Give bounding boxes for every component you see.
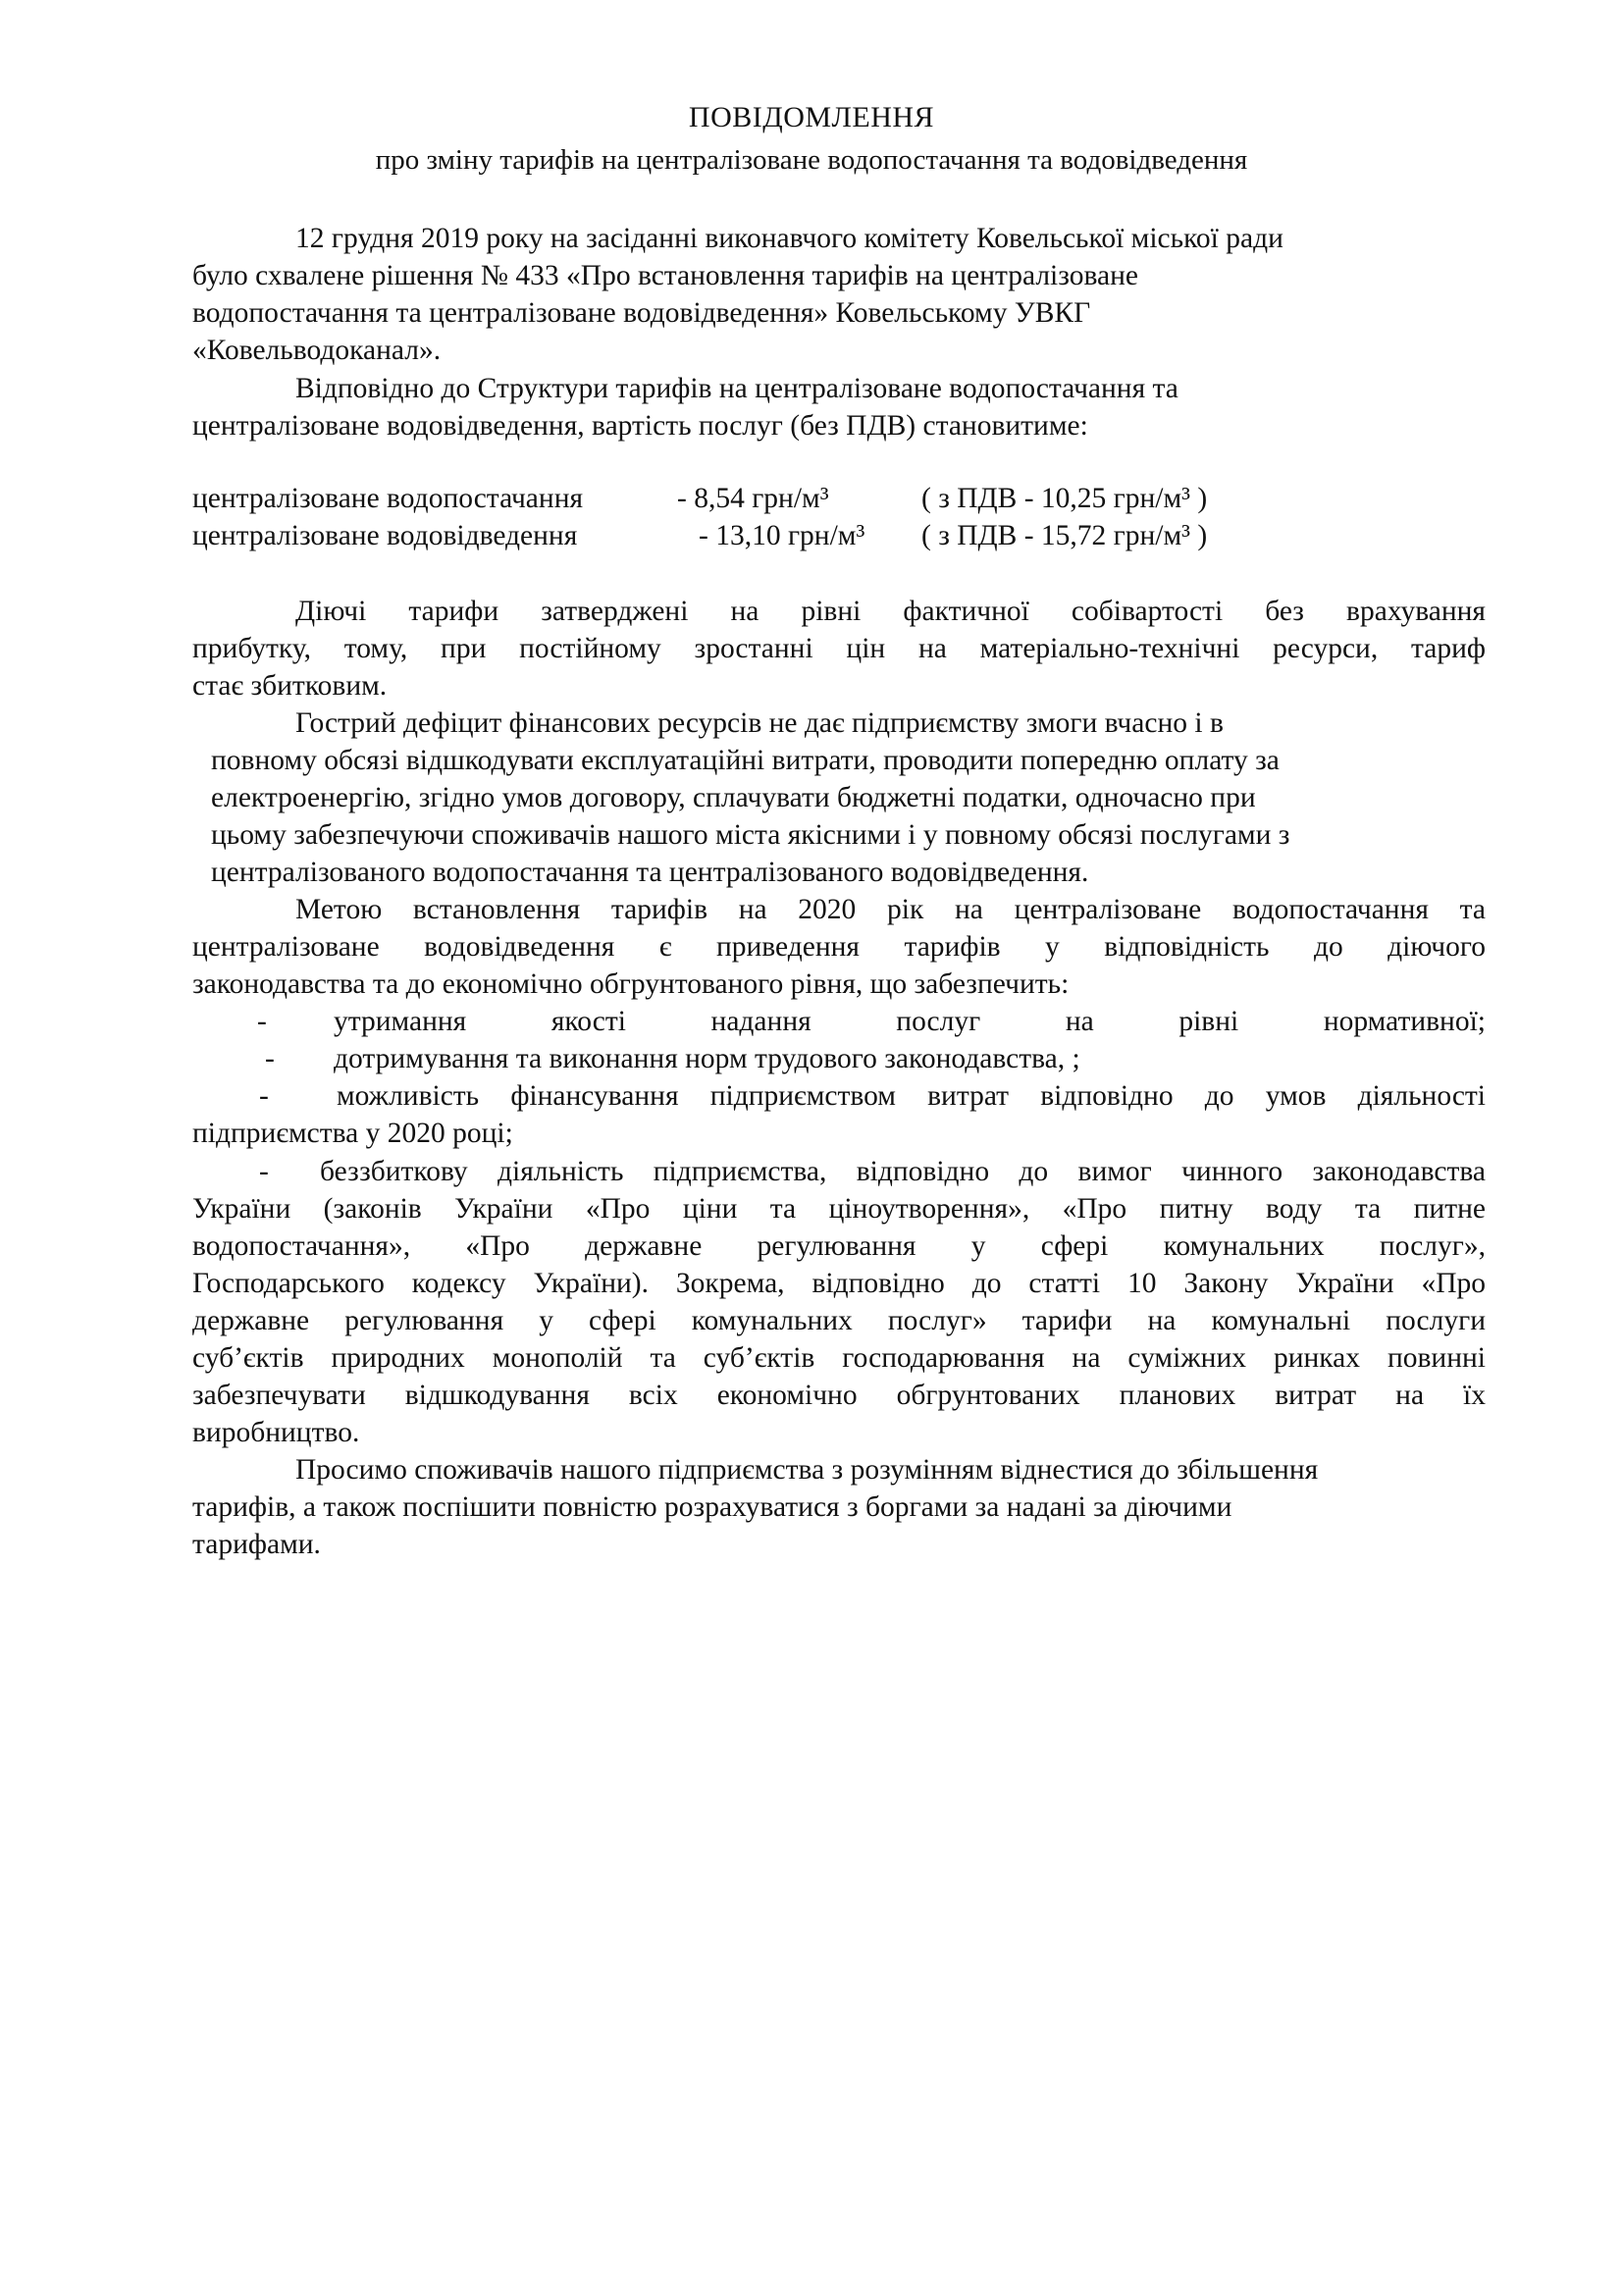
bullet-item-continuation: підприємства у 2020 році; <box>192 1118 513 1149</box>
tariff-price: - 13,10 грн/м³ <box>699 520 865 551</box>
tariff-price-with-vat: ( з ПДВ - 10,25 грн/м³ ) <box>921 483 1208 514</box>
bullet-item-continuation: забезпечувати відшкодування всіх економічно обгрунтованих планових витрат на їх <box>192 1380 1486 1411</box>
bullet-item-continuation: Господарського кодексу України). Зокрема, відповідно до статті 10 Закону України «Про <box>192 1268 1486 1299</box>
paragraph-5-line: централізоване водовідведення є приведення тарифів у відповідність до діючого <box>192 931 1486 963</box>
paragraph-1-line: водопостачання та централізоване водовідведення» Ковельському УВКГ <box>192 297 1091 329</box>
paragraph-4-line: повному обсязі відшкодувати експлуатаційні витрати, проводити попередню оплату за <box>211 745 1280 776</box>
paragraph-4-line: електроенергію, згідно умов договору, сплачувати бюджетні податки, одночасно при <box>211 782 1256 813</box>
paragraph-1-line: «Ковельводоканал». <box>192 335 442 366</box>
tariff-price-with-vat: ( з ПДВ - 15,72 грн/м³ ) <box>921 520 1208 551</box>
paragraph-5-line: Метою встановлення тарифів на 2020 рік на централізоване водопостачання та <box>295 894 1486 925</box>
bullet-dash: - <box>257 1006 267 1037</box>
paragraph-6-line: тарифів, а також поспішити повністю розрахуватися з боргами за надані за діючими <box>192 1491 1232 1523</box>
bullet-item: утримання якості надання послуг на рівні нормативної; <box>334 1006 1486 1037</box>
bullet-item-continuation: виробництво. <box>192 1417 360 1448</box>
bullet-dash: - <box>265 1043 275 1074</box>
paragraph-1-line: було схвалене рішення № 433 «Про встановлення тарифів на централізоване <box>192 260 1138 291</box>
paragraph-4-line: цьому забезпечуючи споживачів нашого міста якісними і у повному обсязі послугами з <box>211 819 1290 851</box>
paragraph-3-line: стає збитковим. <box>192 670 388 702</box>
bullet-item-continuation: України (законів України «Про ціни та ціноутворення», «Про питну воду та питне <box>192 1193 1486 1225</box>
bullet-dash: - <box>259 1080 269 1112</box>
tariff-price: - 8,54 грн/м³ <box>677 483 829 514</box>
bullet-item-continuation: державне регулювання у сфері комунальних послуг» тарифи на комунальні послуги <box>192 1305 1486 1336</box>
bullet-item: можливість фінансування підприємством витрат відповідно до умов діяльності <box>337 1080 1486 1112</box>
paragraph-6-line: тарифами. <box>192 1529 321 1560</box>
bullet-item: беззбиткову діяльність підприємства, відповідно до вимог чинного законодавства <box>320 1156 1486 1187</box>
paragraph-2-line: централізоване водовідведення, вартість послуг (без ПДВ) становитиме: <box>192 410 1088 442</box>
bullet-dash: - <box>259 1156 269 1187</box>
paragraph-4-line: Гострий дефіцит фінансових ресурсів не дає підприємству змоги вчасно і в <box>295 707 1224 739</box>
tariff-service-label: централізоване водовідведення <box>192 520 578 551</box>
bullet-item-continuation: водопостачання», «Про державне регулювання у сфері комунальних послуг», <box>192 1230 1486 1262</box>
paragraph-2-line: Відповідно до Структури тарифів на централізоване водопостачання та <box>295 373 1178 404</box>
bullet-item: дотримування та виконання норм трудового законодавства, ; <box>334 1043 1080 1074</box>
document-title: ПОВІДОМЛЕННЯ <box>688 101 935 133</box>
paragraph-4-line: централізованого водопостачання та централізованого водовідведення. <box>211 857 1089 888</box>
document-subtitle: про зміну тарифів на централізоване водопостачання та водовідведення <box>375 144 1248 176</box>
bullet-item-continuation: суб’єктів природних монополій та суб’єктів господарювання на суміжних ринках повинні <box>192 1342 1486 1374</box>
paragraph-3-line: Діючі тарифи затверджені на рівні фактичної собівартості без врахування <box>295 596 1486 627</box>
tariff-service-label: централізоване водопостачання <box>192 483 584 514</box>
paragraph-5-line: законодавства та до економічно обгрунтованого рівня, що забезпечить: <box>192 968 1070 1000</box>
paragraph-6-line: Просимо споживачів нашого підприємства з розумінням віднестися до збільшення <box>295 1454 1319 1486</box>
paragraph-1-line: 12 грудня 2019 року на засіданні виконавчого комітету Ковельської міської ради <box>295 223 1283 254</box>
paragraph-3-line: прибутку, тому, при постійному зростанні цін на матеріально-технічні ресурси, тариф <box>192 633 1486 664</box>
